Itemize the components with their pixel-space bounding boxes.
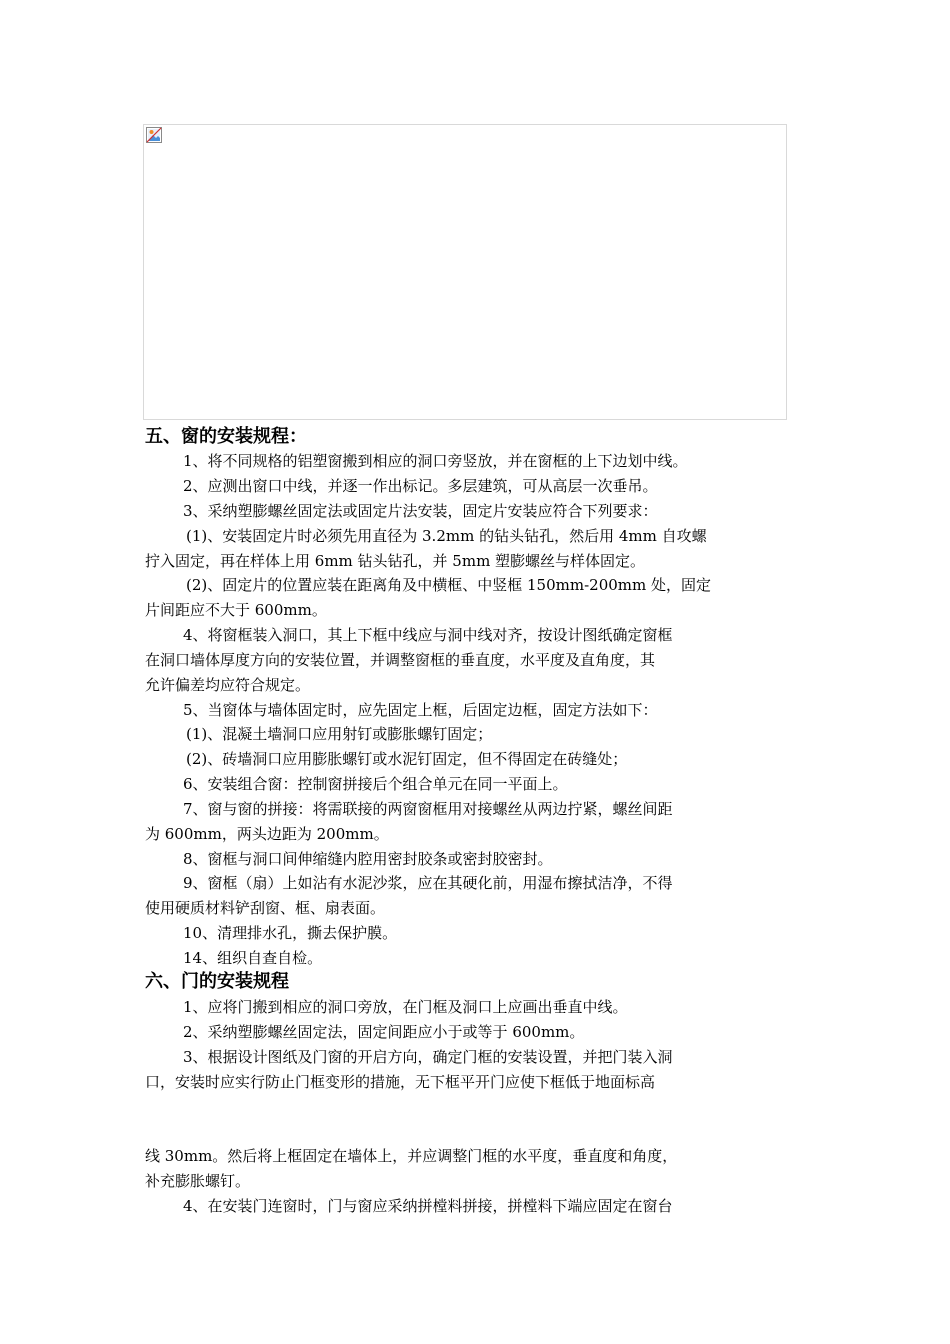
paragraph-line: 允许偏差均应符合规定。 bbox=[145, 676, 311, 694]
section-five-title: 五、窗的安装规程： bbox=[145, 426, 307, 447]
broken-image-icon bbox=[146, 127, 162, 143]
paragraph-line: 1、将不同规格的铝塑窗搬到相应的洞口旁竖放，并在窗框的上下边划中线。 bbox=[183, 452, 688, 470]
paragraph-line: 7、窗与窗的拼接：将需联接的两窗窗框用对接螺丝从两边拧紧，螺丝间距 bbox=[183, 800, 673, 818]
paragraph-line: (1)、安装固定片时必须先用直径为 3.2mm 的钻头钻孔，然后用 4mm 自攻螺 bbox=[186, 527, 707, 545]
paragraph-line: 在洞口墙体厚度方向的安装位置，并调整窗框的垂直度，水平度及直角度，其 bbox=[145, 651, 656, 669]
image-placeholder bbox=[143, 124, 787, 420]
paragraph-line: (2)、固定片的位置应装在距离角及中横框、中竖框 150mm-200mm 处，固定 bbox=[186, 576, 712, 594]
paragraph-line: 片间距应不大于 600mm。 bbox=[145, 601, 327, 619]
paragraph-line: 4、在安装门连窗时，门与窗应采纳拼樘料拼接，拼樘料下端应固定在窗台 bbox=[183, 1197, 673, 1215]
paragraph-line: 2、应测出窗口中线，并逐一作出标记。多层建筑，可从高层一次垂吊。 bbox=[183, 477, 658, 495]
paragraph-line: 线 30mm。然后将上框固定在墙体上，并应调整门框的水平度，垂直度和角度， bbox=[145, 1147, 678, 1165]
paragraph-line: 14、组织自查自检。 bbox=[183, 949, 323, 967]
paragraph-line: 2、采纳塑膨螺丝固定法，固定间距应小于或等于 600mm。 bbox=[183, 1023, 585, 1041]
paragraph-line: (1)、混凝土墙洞口应用射钉或膨胀螺钉固定； bbox=[186, 725, 493, 743]
paragraph-line: 拧入固定，再在样体上用 6mm 钻头钻孔，并 5mm 塑膨螺丝与样体固定。 bbox=[145, 552, 646, 570]
paragraph-line: (2)、砖墙洞口应用膨胀螺钉或水泥钉固定，但不得固定在砖缝处； bbox=[186, 750, 628, 768]
paragraph-line: 5、当窗体与墙体固定时，应先固定上框，后固定边框，固定方法如下： bbox=[183, 701, 658, 719]
paragraph-line: 3、根据设计图纸及门窗的开启方向，确定门框的安装设置，并把门装入洞 bbox=[183, 1048, 673, 1066]
paragraph-line: 使用硬质材料铲刮窗、框、扇表面。 bbox=[145, 899, 386, 917]
paragraph-line: 6、安装组合窗：控制窗拼接后个组合单元在同一平面上。 bbox=[183, 775, 568, 793]
paragraph-line: 4、将窗框装入洞口，其上下框中线应与洞中线对齐，按设计图纸确定窗框 bbox=[183, 626, 673, 644]
paragraph-line: 3、采纳塑膨螺丝固定法或固定片法安装，固定片安装应符合下列要求： bbox=[183, 502, 658, 520]
section-six-title: 六、门的安装规程 bbox=[145, 971, 289, 992]
paragraph-line: 8、窗框与洞口间伸缩缝内腔用密封胶条或密封胶密封。 bbox=[183, 850, 553, 868]
paragraph-line: 口，安装时应实行防止门框变形的措施，无下框平开门应使下框低于地面标高 bbox=[145, 1073, 656, 1091]
paragraph-line: 1、应将门搬到相应的洞口旁放，在门框及洞口上应画出垂直中线。 bbox=[183, 998, 628, 1016]
paragraph-line: 为 600mm，两头边距为 200mm。 bbox=[145, 825, 389, 843]
paragraph-line: 9、窗框（扇）上如沾有水泥沙浆，应在其硬化前，用湿布擦拭洁净，不得 bbox=[183, 874, 673, 892]
paragraph-line: 10、清理排水孔，撕去保护膜。 bbox=[183, 924, 398, 942]
paragraph-line: 补充膨胀螺钉。 bbox=[145, 1172, 251, 1190]
